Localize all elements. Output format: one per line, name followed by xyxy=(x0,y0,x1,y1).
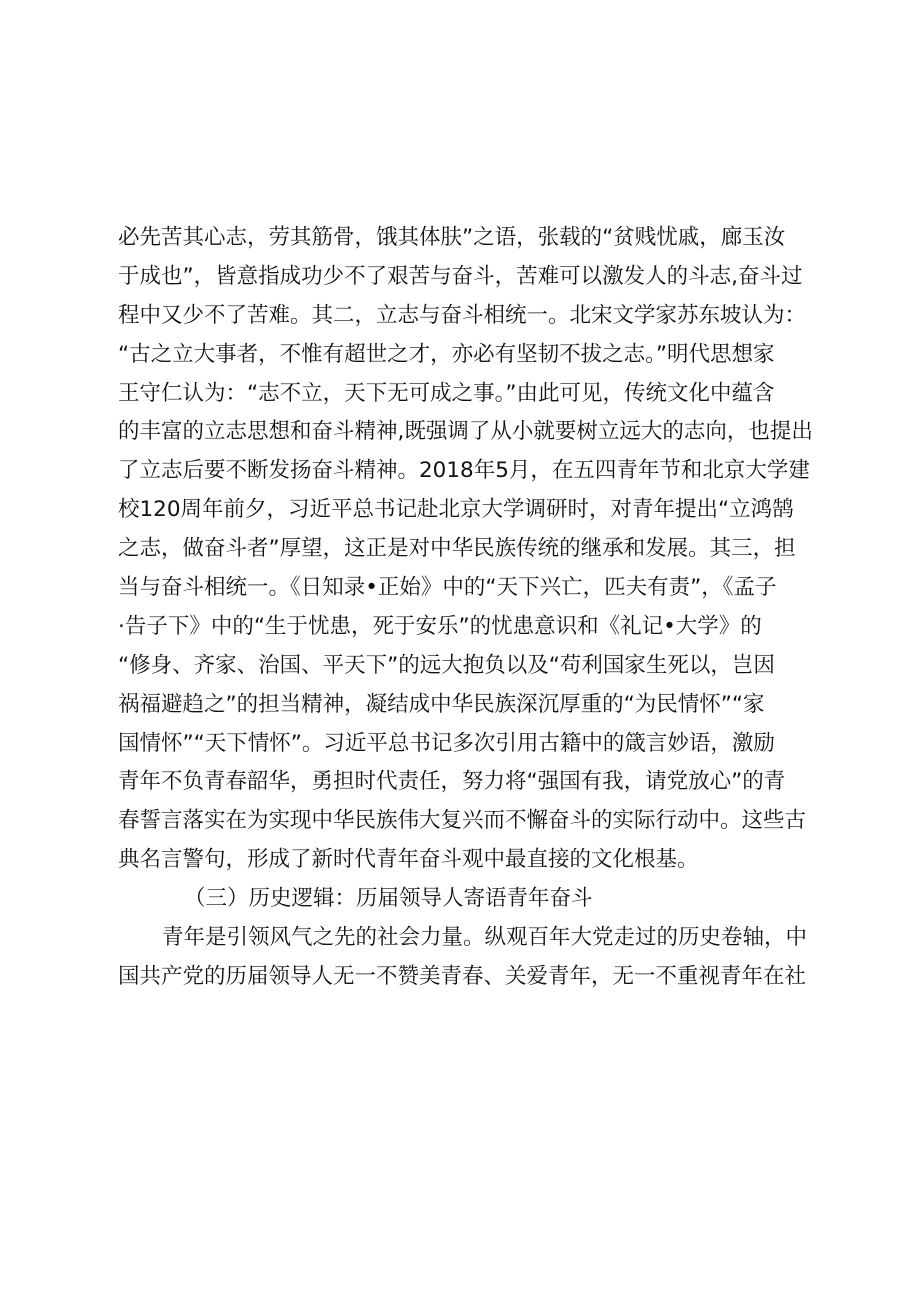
text-line: 国共产党的历届领导人无一不赞美青春、关爱青年，无一不重视青年在社 xyxy=(118,963,807,989)
text-line: 了立志后要不断发扬奋斗精神。2018年5月，在五四青年节和北京大学建 xyxy=(118,458,810,484)
text-line: 的丰富的立志思想和奋斗精神,既强调了从小就要树立远大的志向，也提出 xyxy=(118,419,813,445)
text-line: “修身、齐家、治国、平天下”的远大抱负以及“苟利国家生死以，岂因 xyxy=(118,652,775,678)
text-line: 程中又少不了苦难。其二，立志与奋斗相统一。北宋文学家苏东坡认为： xyxy=(118,302,807,328)
text-line: 必先苦其心志，劳其筋骨，饿其体肤”之语，张载的“贫贱忧戚，廊玉汝 xyxy=(118,225,786,250)
text-line: 王守仁认为：“志不立，天下无可成之事。”由此可见，传统文化中蕴含 xyxy=(118,380,775,406)
text-line: 祸福避趋之”的担当精神，凝结成中华民族深沉厚重的“为民情怀”“家 xyxy=(118,691,765,717)
paragraph-first-line: 青年是引领风气之先的社会力量。纵观百年大党走过的历史卷轴，中 xyxy=(162,925,808,951)
text-line: 校120周年前夕，习近平总书记赴北京大学调研时，对青年提出“立鸿鹄 xyxy=(118,497,794,523)
text-line: 之志，做奋斗者”厚望，这正是对中华民族传统的继承和发展。其三，担 xyxy=(118,536,796,562)
section-heading: （三）历史逻辑：历届领导人寄语青年奋斗 xyxy=(184,886,593,912)
text-line: 典名言警句，形成了新时代青年奋斗观中最直接的文化根基。 xyxy=(118,847,699,873)
text-line: 青年不负青春韶华，勇担时代责任，努力将“强国有我，请党放心”的青 xyxy=(118,769,786,795)
document-body xyxy=(118,219,818,997)
text-line: ·告子下》中的“生于忧患，死于安乐”的忧患意识和《礼记•大学》的 xyxy=(118,613,762,639)
text-line: 春誓言落实在为实现中华民族伟大复兴而不懈奋斗的实际行动中。这些古 xyxy=(118,808,807,834)
text-line: 于成也”，皆意指成功少不了艰苦与奋斗，苦难可以激发人的斗志,奋斗过 xyxy=(118,263,803,289)
text-line: 国情怀”“天下情怀”。习近平总书记多次引用古籍中的箴言妙语，激励 xyxy=(118,730,775,756)
text-line: 当与奋斗相统一。《日知录•正始》中的“天下兴亡，匹夫有责”，《孟子 xyxy=(118,575,777,601)
text-line: “古之立大事者，不惟有超世之才，亦必有坚韧不拔之志。”明代思想家 xyxy=(118,341,775,367)
